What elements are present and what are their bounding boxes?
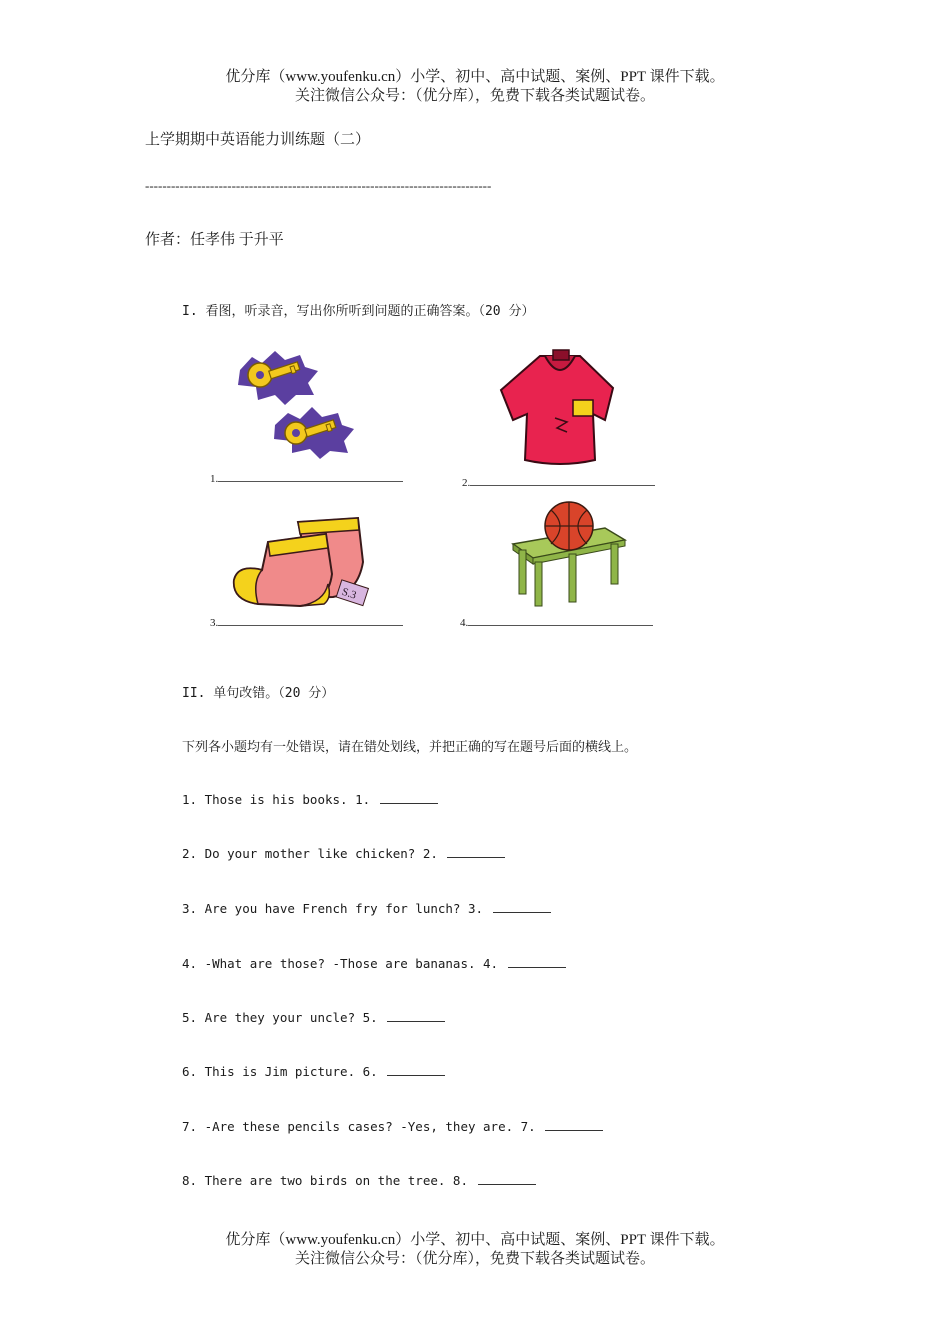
question-item: 1. Those is his books. 1.	[182, 792, 438, 807]
answer-blank[interactable]	[508, 956, 566, 968]
header-line-2: 关注微信公众号：（优分库），免费下载各类试题试卷。	[294, 88, 655, 104]
answer-line-2[interactable]	[462, 476, 655, 489]
answer-line-3[interactable]	[210, 616, 403, 629]
basketball-on-table-icon	[505, 500, 630, 608]
separator-line: --------------------------------------------------------------------------------	[145, 178, 492, 193]
key-burst-2	[274, 407, 354, 459]
answer-line-4[interactable]	[460, 616, 653, 629]
question-item: 7. -Are these pencils cases? -Yes, they are. 7.	[182, 1119, 603, 1134]
shirt-icon	[495, 348, 625, 466]
answer-number: 3.	[210, 617, 219, 629]
question-item: 3. Are you have French fry for lunch? 3.	[182, 901, 551, 916]
key-burst-1	[238, 351, 318, 405]
doc-title: 上学期期中英语能力训练题（二）	[145, 132, 371, 148]
author-line: 作者：任孝伟 于升平	[145, 232, 284, 248]
answer-blank[interactable]	[545, 1119, 603, 1131]
question-item: 6. This is Jim picture. 6.	[182, 1064, 445, 1079]
keys-icon	[230, 345, 360, 460]
question-item: 5. Are they your uncle? 5.	[182, 1010, 445, 1025]
footer-line-2: 关注微信公众号：（优分库），免费下载各类试题试卷。	[294, 1251, 655, 1267]
answer-number: 4.	[460, 617, 469, 629]
answer-blank[interactable]	[447, 846, 505, 858]
answer-line-1[interactable]	[210, 472, 403, 485]
sock-tag-label: S.3	[340, 585, 358, 602]
answer-blank[interactable]	[387, 1010, 445, 1022]
question-item: 4. -What are those? -Those are bananas. 4.	[182, 956, 566, 971]
answer-blank[interactable]	[493, 901, 551, 913]
answer-number: 1.	[210, 473, 219, 485]
answer-blank[interactable]	[387, 1064, 445, 1076]
question-item: 2. Do your mother like chicken? 2.	[182, 846, 505, 861]
answer-blank[interactable]	[380, 792, 438, 804]
footer-line-1: 优分库（www.youfenku.cn）小学、初中、高中试题、案例、PPT 课件下载。	[225, 1232, 725, 1248]
answer-blank[interactable]	[478, 1173, 536, 1185]
header-line-1: 优分库（www.youfenku.cn）小学、初中、高中试题、案例、PPT 课件下载。	[225, 69, 725, 85]
socks-icon	[228, 512, 378, 612]
section-2-instruction: 下列各小题均有一处错误，请在错处划线，并把正确的写在题号后面的横线上。	[182, 740, 638, 755]
section-2-heading: II. 单句改错。（20 分）	[182, 686, 335, 701]
question-item: 8. There are two birds on the tree. 8.	[182, 1173, 536, 1188]
section-1-heading: I. 看图，听录音，写出你所听到问题的正确答案。（20 分）	[182, 304, 535, 319]
answer-number: 2.	[462, 477, 471, 489]
